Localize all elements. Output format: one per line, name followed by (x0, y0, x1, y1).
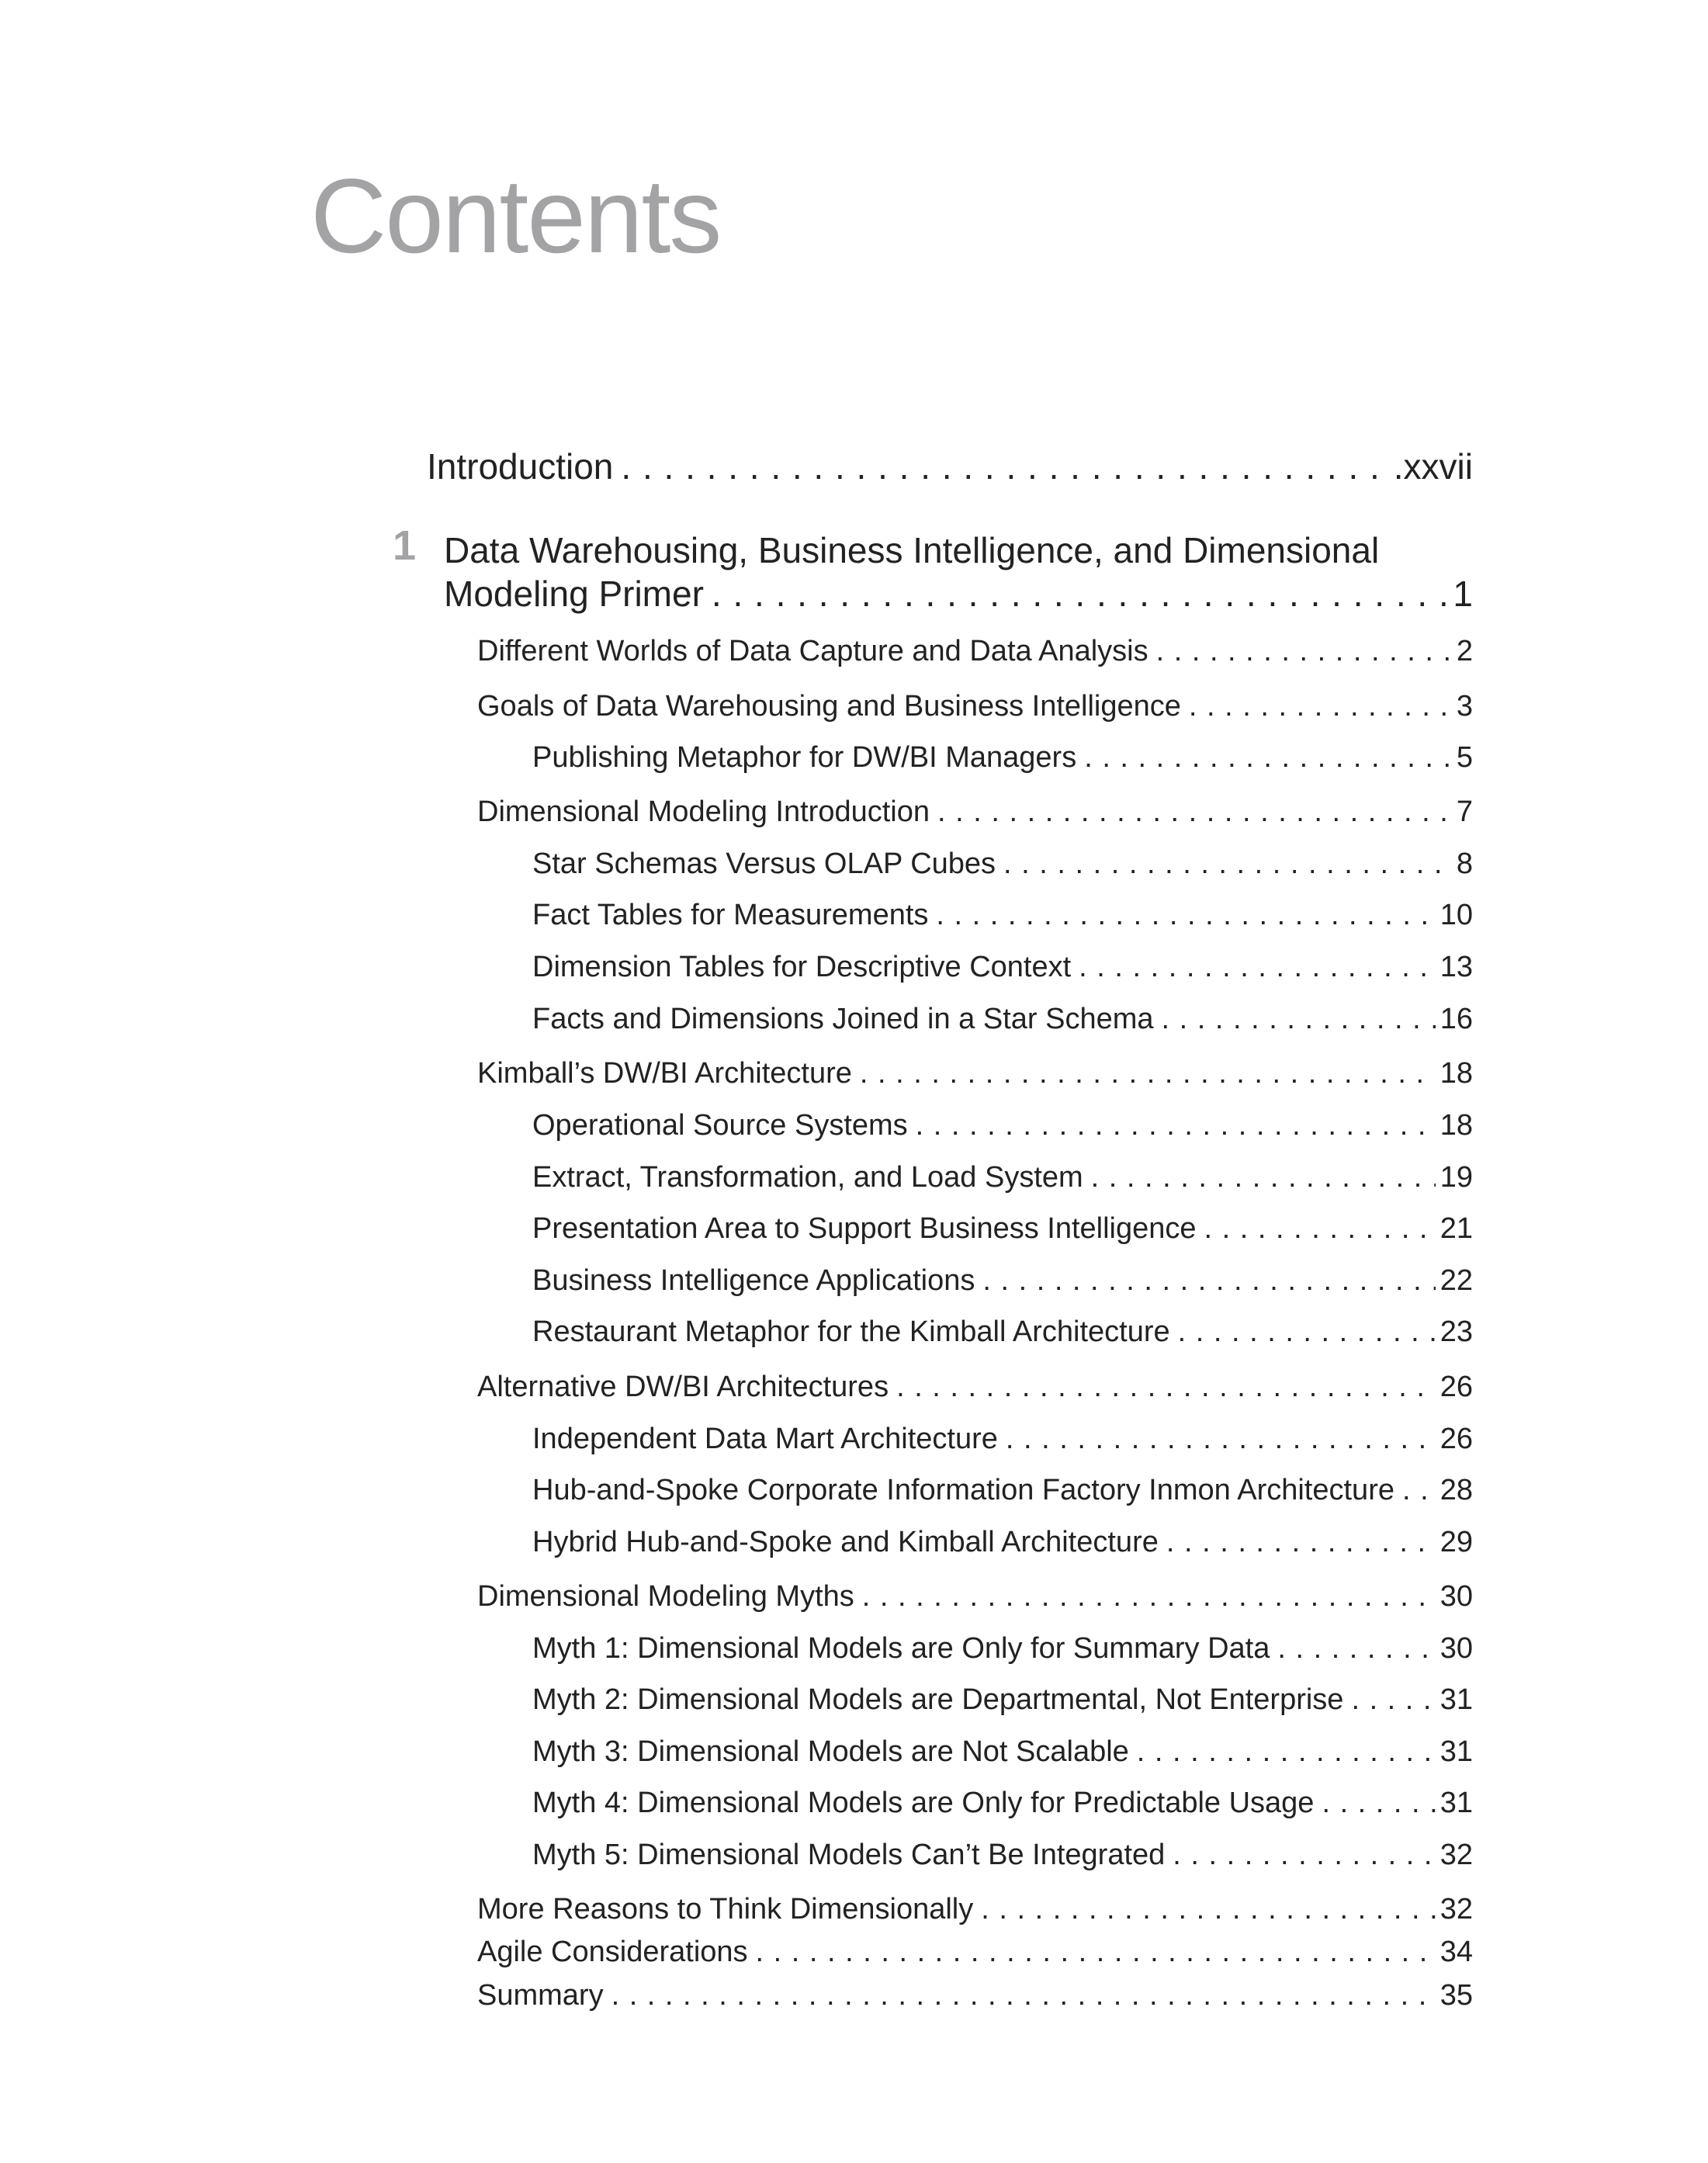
dot-leader (1137, 1735, 1436, 1769)
toc-entry-title: Myth 2: Dimensional Models are Departmental, Not Enterprise (532, 1683, 1344, 1716)
toc-entry-title: Hybrid Hub-and-Spoke and Kimball Architecture (532, 1526, 1159, 1558)
dot-leader (1091, 1161, 1436, 1194)
page-title: Contents (310, 157, 721, 275)
toc-entry-page: 23 (1440, 1315, 1473, 1348)
dot-leader (611, 1979, 1436, 2012)
toc-entry[interactable] (532, 1212, 1473, 1246)
toc-entry-page: 16 (1440, 1003, 1473, 1035)
toc-entry[interactable] (477, 1580, 1473, 1614)
toc-entry-title: Business Intelligence Applications (532, 1264, 975, 1297)
toc-entry-title: Myth 5: Dimensional Models Can’t Be Integrated (532, 1839, 1166, 1871)
dot-leader (1162, 1003, 1436, 1036)
toc-entry-title: Operational Source Systems (532, 1109, 908, 1142)
toc-entry-page: 21 (1440, 1212, 1473, 1245)
toc-entry[interactable] (532, 741, 1473, 775)
toc-entry[interactable] (532, 1003, 1473, 1036)
toc-entry-page: 18 (1440, 1109, 1473, 1142)
dot-leader (1204, 1212, 1436, 1246)
toc-entry[interactable] (477, 1371, 1473, 1404)
toc-entry-page: 31 (1440, 1735, 1473, 1768)
toc-entry[interactable] (532, 951, 1473, 984)
dot-leader (1178, 1315, 1436, 1349)
dot-leader (756, 1936, 1436, 1969)
toc-entry[interactable] (477, 1936, 1473, 1969)
toc-entry-page: 7 (1456, 796, 1473, 828)
toc-entry[interactable] (532, 1787, 1473, 1820)
toc-entry-title: Agile Considerations (477, 1936, 748, 1968)
toc-entry-page: 32 (1440, 1893, 1473, 1926)
toc-entry-page: 10 (1440, 899, 1473, 931)
dot-leader (1084, 741, 1452, 775)
toc-entry-page: 30 (1440, 1580, 1473, 1613)
toc-entry[interactable] (532, 1161, 1473, 1194)
dot-leader (981, 1893, 1435, 1926)
dot-leader (937, 796, 1452, 829)
toc-entry[interactable] (532, 1315, 1473, 1349)
toc-entry-title: Summary (477, 1979, 604, 2012)
toc-entry-title: Extract, Transformation, and Load System (532, 1161, 1083, 1194)
toc-entry[interactable] (477, 1057, 1473, 1090)
toc-entry[interactable] (532, 1683, 1473, 1717)
toc-entry-page: 3 (1456, 690, 1473, 723)
toc-entry-title: Fact Tables for Measurements (532, 899, 929, 931)
dot-leader (1277, 1632, 1435, 1666)
toc-entry-page: 22 (1440, 1264, 1473, 1297)
toc-entry-page: 2 (1456, 635, 1473, 667)
toc-entry[interactable] (477, 1893, 1473, 1926)
toc-entry-title: Independent Data Mart Architecture (532, 1423, 998, 1455)
dot-leader (862, 1580, 1436, 1614)
toc-entry-title: Alternative DW/BI Architectures (477, 1371, 889, 1403)
dot-leader (1003, 848, 1452, 881)
dot-leader (1173, 1839, 1435, 1872)
toc-entry-title: Goals of Data Warehousing and Business Intelligence (477, 690, 1181, 723)
toc-entry[interactable] (477, 635, 1473, 668)
toc-entry[interactable] (477, 690, 1473, 723)
toc-entry-page: 1 (1453, 574, 1473, 614)
toc-entry-page: 8 (1456, 848, 1473, 880)
toc-entry-page: 26 (1440, 1371, 1473, 1403)
toc-entry[interactable] (532, 1632, 1473, 1666)
toc-entry[interactable] (532, 1839, 1473, 1872)
chapter-title-line2: Modeling Primer (444, 574, 704, 614)
toc-entry-title: Presentation Area to Support Business Intelligence (532, 1212, 1197, 1245)
toc-entry-chapter-1[interactable] (444, 573, 1473, 615)
toc-entry-page: 26 (1440, 1423, 1473, 1455)
toc-entry[interactable] (532, 1423, 1473, 1456)
dot-leader (1189, 690, 1452, 723)
toc-entry[interactable] (477, 796, 1473, 829)
dot-leader (1351, 1683, 1435, 1717)
dot-leader (1079, 951, 1436, 984)
toc-entry-title: Myth 1: Dimensional Models are Only for Summary Data (532, 1632, 1270, 1665)
dot-leader (1006, 1423, 1436, 1456)
dot-leader (936, 899, 1435, 932)
toc-entry-page: 18 (1440, 1057, 1473, 1090)
toc-entry-title: Myth 4: Dimensional Models are Only for Predictable Usage (532, 1787, 1315, 1819)
toc-entry-page: 19 (1440, 1161, 1473, 1194)
toc-entry-page: 31 (1440, 1683, 1473, 1716)
toc-entry[interactable] (477, 1979, 1473, 2012)
toc-entry-title: Hub-and-Spoke Corporate Information Factory Inmon Architecture (532, 1474, 1394, 1506)
dot-leader (1322, 1787, 1435, 1820)
toc-entry-page: 31 (1440, 1787, 1473, 1819)
toc-entry-page: 34 (1440, 1936, 1473, 1968)
dot-leader (916, 1109, 1436, 1142)
toc-entry-title: Myth 3: Dimensional Models are Not Scalable (532, 1735, 1129, 1768)
toc-entry-page: 35 (1440, 1979, 1473, 2012)
toc-entry[interactable] (532, 1474, 1473, 1507)
dot-leader (621, 445, 1388, 487)
toc-entry[interactable] (532, 1264, 1473, 1298)
toc-entry-title: Different Worlds of Data Capture and Data Analysis (477, 635, 1148, 667)
toc-entry-title: Kimball’s DW/BI Architecture (477, 1057, 852, 1090)
chapter-number: 1 (393, 522, 417, 569)
toc-entry-title: Introduction (427, 446, 614, 487)
toc-entry-page: 13 (1440, 951, 1473, 983)
toc-entry-title: Restaurant Metaphor for the Kimball Architecture (532, 1315, 1170, 1348)
dot-leader (896, 1371, 1436, 1404)
toc-entry-page: .xxvii (1393, 446, 1473, 487)
toc-entry[interactable] (532, 899, 1473, 932)
dot-leader (1166, 1526, 1436, 1559)
toc-entry[interactable] (532, 1526, 1473, 1559)
toc-entry-page: 29 (1440, 1526, 1473, 1558)
toc-entry-title: Publishing Metaphor for DW/BI Managers (532, 741, 1077, 774)
toc-entry-title: Dimensional Modeling Introduction (477, 796, 930, 828)
toc-entry-page: 32 (1440, 1839, 1473, 1871)
toc-entry-title: Dimensional Modeling Myths (477, 1580, 854, 1613)
toc-entry-page: 30 (1440, 1632, 1473, 1665)
dot-leader (860, 1057, 1436, 1090)
toc-entry-title: More Reasons to Think Dimensionally (477, 1893, 974, 1926)
dot-leader (1402, 1474, 1436, 1507)
dot-leader (712, 573, 1449, 615)
toc-entry[interactable] (532, 1735, 1473, 1769)
toc-entry[interactable] (532, 1109, 1473, 1142)
toc-entry-page: 5 (1456, 741, 1473, 774)
dot-leader (982, 1264, 1435, 1298)
dot-leader (1156, 635, 1452, 668)
toc-entry-introduction[interactable] (427, 445, 1473, 487)
toc-entry[interactable] (532, 848, 1473, 881)
toc-entry-title: Dimension Tables for Descriptive Context (532, 951, 1072, 983)
chapter-title-line1[interactable]: Data Warehousing, Business Intelligence, and Dimensional (444, 530, 1380, 570)
toc-entry-page: 28 (1440, 1474, 1473, 1506)
toc-entry-title: Facts and Dimensions Joined in a Star Schema (532, 1003, 1154, 1035)
toc-entry-title: Star Schemas Versus OLAP Cubes (532, 848, 996, 880)
